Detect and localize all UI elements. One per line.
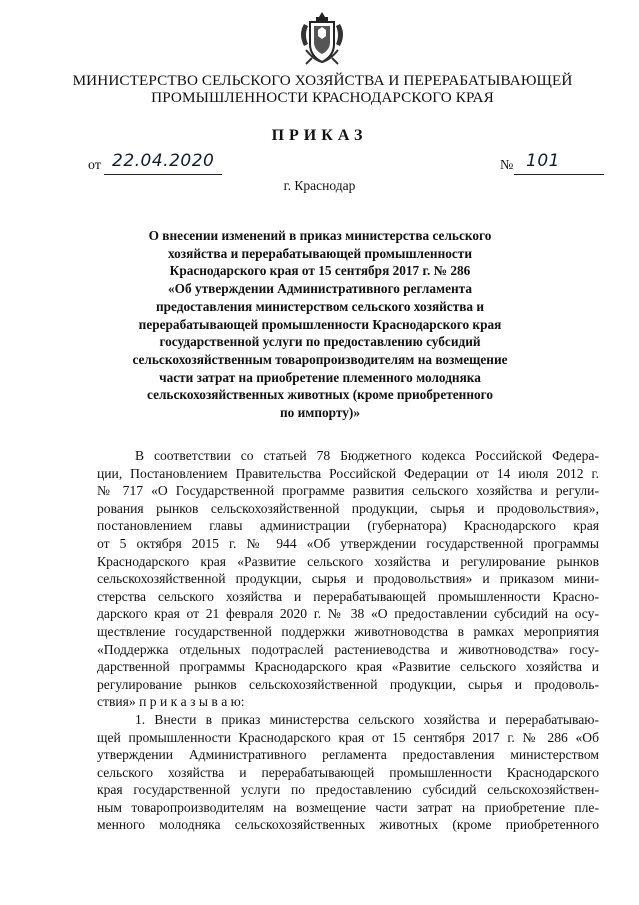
date-value: 22.04.2020 [112,151,215,171]
document-type: ПРИКАЗ [271,127,368,144]
body-line: стерства сельского хозяйства и перерабатывающей промышленности Красно- [97,588,599,604]
title-line: хозяйства и перерабатывающей промышленности [168,245,472,261]
title-line: перерабатывающей промышленности Краснодарского края [138,316,502,332]
body-line: утверждении Административного регламента предоставления министерством [97,747,599,763]
ministry-name-line: МИНИСТЕРСТВО СЕЛЬСКОГО ХОЗЯЙСТВА И ПЕРЕРАБАТЫВАЮЩЕЙ [72,72,573,89]
title-line: государственной услуги по предоставлению субсидий [159,334,481,350]
body-line: ции, Постановлением Правительства Российской Федерации от 14 июля 2012 г. [97,465,599,481]
title-line: сельскохозяйственным товаропроизводителям на возмещение [132,351,508,367]
order-body [97,447,599,834]
date-number-row [88,152,600,176]
body-line: сельскохозяйственной продукции, сырья и продовольствия» и приказом мини- [97,571,599,587]
ministry-name-line: ПРОМЫШЛЕННОСТИ КРАСНОДАРСКОГО КРАЯ [151,89,494,106]
body-line: менного молодняка сельскохозяйственных животных (кроме приобретенного [97,817,599,833]
body-line: от 5 октября 2015 г. № 944 «Об утверждении государственной программы [97,535,599,551]
title-line: части затрат на приобретение племенного молодняка [159,369,481,385]
body-line: края государственной услуги по предоставлению субсидий сельскохозяйствен- [97,782,599,798]
body-line: ным товаропроизводителям на возмещение части затрат на приобретение пле- [97,799,599,815]
date-label: от [88,158,101,173]
body-line: дарского края от 21 февраля 2020 г. № 38 «О предоставлении субсидий на осу- [97,606,599,622]
body-line: № 717 «О Государственной программе развития сельского хозяйства и регули- [97,483,599,499]
body-line: постановлением главы администрации (губернатора) Краснодарского края [97,518,599,534]
body-line: ществление государственной поддержки животноводства в рамках мероприятия [97,623,599,639]
order-title [120,227,520,422]
number-label: № [500,158,514,173]
body-line: ствия» п р и к а з ы в а ю: [97,694,245,710]
title-line: по импорту)» [280,405,360,421]
body-line: 1. Внести в приказ министерства сельского хозяйства и перерабатываю- [135,711,599,727]
number-value: 101 [526,151,560,171]
coat-of-arms-icon [296,10,348,68]
body-line: дарственной программы Краснодарского края «Развитие сельского хозяйства и [97,659,599,675]
date-underline [104,174,222,175]
title-line: сельскохозяйственных животных (кроме приобретенного [147,387,493,403]
body-line: щей промышленности Краснодарского края от 15 сентября 2017 г. № 286 «Об [97,729,599,745]
city: г. Краснодар [283,178,356,193]
body-line: сельского хозяйства и перерабатывающей промышленности Краснодарского [97,764,599,780]
body-line: Краснодарского края «Развитие сельского хозяйства и регулирование рынков [97,553,599,569]
title-line: предоставления министерством сельского хозяйства и [155,298,485,314]
title-line: «Об утверждении Административного регламента [168,281,472,297]
title-line: О внесении изменений в приказ министерства сельского [148,228,492,243]
title-line: Краснодарского края от 15 сентября 2017 г. № 286 [169,263,471,279]
body-line: рования рынков сельскохозяйственной продукции, сырья и продовольствия», [97,500,599,516]
body-line: В соответствии со статьей 78 Бюджетного кодекса Российской Федера- [135,448,599,463]
ministry-name [40,72,605,106]
body-line: «Поддержка отдельных подотраслей растениеводства и животноводства» госу- [97,641,599,657]
body-line: регулирование рынков сельскохозяйственной продукции, сырья и продоволь- [97,676,599,692]
number-underline [514,174,604,175]
